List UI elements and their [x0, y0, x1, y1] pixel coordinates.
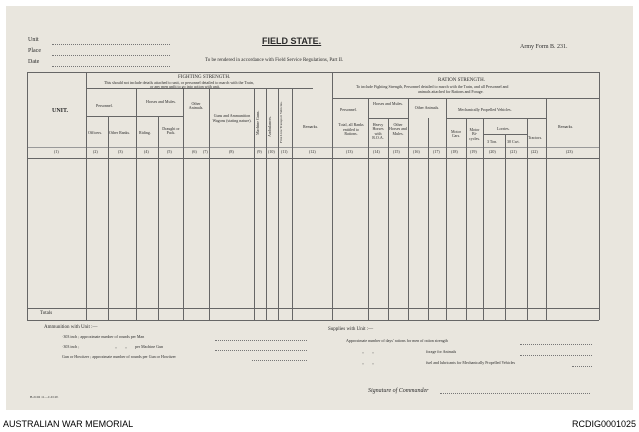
place-label: Place	[28, 48, 41, 54]
col-line	[599, 72, 600, 320]
ammunition-field-1[interactable]	[215, 340, 307, 341]
ration-note-2: animals attached for Rations and Forage.	[418, 89, 484, 94]
column-number: (2)	[93, 149, 98, 154]
col-line	[408, 98, 409, 320]
column-number: (14)	[373, 149, 380, 154]
first-line-header: First Line Transport Vehicles.	[279, 101, 283, 143]
fighting-strength-title: FIGHTING STRENGTH.	[178, 75, 231, 80]
tractors-header: Tractors.	[528, 135, 543, 140]
footer-institution: AUSTRALIAN WAR MEMORIAL	[3, 419, 134, 429]
column-number: (5)	[167, 149, 172, 154]
ambulances-header: Ambulances.	[267, 116, 272, 137]
column-number: (9)	[257, 149, 262, 154]
totals-top-rule	[27, 308, 599, 309]
form-number: Army Form B. 231.	[520, 44, 568, 50]
supplies-field-2[interactable]	[520, 355, 592, 356]
column-number: (8)	[229, 149, 234, 154]
ammunition-line-1: ·303 inch ; approximate number of rounds per Man	[62, 334, 145, 339]
col-line	[428, 118, 429, 320]
column-number: (15)	[393, 149, 400, 154]
supplies-line-1: Approximate number of days' rations for men of ration strength	[346, 338, 448, 343]
col-line	[108, 116, 109, 320]
ration-personnel-header: Personnel.	[340, 107, 357, 112]
supplies-ditto-2: ,, ,,	[362, 360, 374, 365]
column-number: (12)	[309, 149, 316, 154]
totals-label: Totals	[40, 311, 53, 316]
officers-header: Officers.	[88, 130, 103, 135]
mech-subrule	[446, 118, 546, 119]
form-instruction: To be rendered in accordance with Field Service Regulations, Part II.	[205, 58, 344, 63]
motor-bicycles-header: Motor Bi-cycles.	[469, 127, 480, 141]
other-animals-header: Other Animals.	[188, 101, 204, 111]
unit-column-header: UNIT.	[52, 108, 69, 114]
supplies-ditto-1: ,, ,,	[362, 349, 374, 354]
col-line	[466, 118, 467, 320]
total-ranks-header: Total, all Ranks entitled to Rations.	[338, 122, 364, 137]
column-number: (10)	[268, 149, 275, 154]
column-number: (20)	[489, 149, 496, 154]
column-number: (16)	[413, 149, 420, 154]
footer-record-id: RCDIG0001025	[571, 419, 636, 429]
ration-strength-title: RATION STRENGTH.	[438, 78, 485, 83]
table-top-rule	[27, 72, 599, 73]
col-line	[388, 118, 389, 320]
col-line	[27, 72, 28, 320]
machine-guns-header: Machine Guns.	[255, 110, 260, 135]
fighting-remarks-header: Remarks.	[303, 124, 319, 129]
date-field-line[interactable]	[52, 66, 170, 67]
ammunition-title: Ammunition with Unit :—	[44, 325, 98, 330]
guns-header: Guns and Ammunition Wagons (stating nature).	[212, 113, 252, 123]
column-number: (6)	[192, 149, 197, 154]
signature-line[interactable]	[440, 393, 590, 394]
column-number: (23)	[566, 149, 573, 154]
col-line	[292, 88, 293, 320]
colnum-rule	[27, 147, 599, 148]
col-line	[505, 134, 506, 320]
three-ton-header: 3 Ton.	[487, 139, 498, 144]
place-field-line[interactable]	[52, 55, 170, 56]
personnel-header: Personnel.	[96, 103, 113, 108]
draught-header: Draught or Pack.	[162, 126, 180, 136]
signature-label: Signature of Commander	[368, 388, 429, 394]
column-number: (1)	[54, 149, 59, 154]
ammunition-line-3: Gun or Howitzer ; approximate number of rounds per Gun or Howitzer	[62, 354, 176, 359]
unit-field-line[interactable]	[52, 44, 170, 45]
supplies-line-2: forage for Animals	[426, 349, 457, 354]
date-label: Date	[28, 59, 40, 65]
other-horses-header: Other Horses and Mules.	[389, 122, 407, 136]
column-number: (13)	[346, 149, 353, 154]
column-number: (4)	[144, 149, 149, 154]
col-line	[546, 98, 547, 320]
col-line	[446, 98, 447, 320]
col-line	[332, 72, 333, 320]
supplies-field-1[interactable]	[520, 344, 592, 345]
motor-cars-header: Motor Cars.	[451, 129, 461, 139]
column-number: (19)	[470, 149, 477, 154]
col-line	[136, 88, 137, 320]
column-number: (21)	[510, 149, 517, 154]
column-number: (3)	[118, 149, 123, 154]
horses-mules-header: Horses and Mules.	[146, 99, 176, 104]
ration-horses-header: Horses and Mules.	[373, 101, 403, 106]
ration-note-1: To include Fighting Strength, Personnel detailed to march with the Train, and all Personnel and	[356, 84, 509, 89]
personnel-subrule	[86, 116, 136, 117]
supplies-title: Supplies with Unit :—	[328, 327, 374, 332]
col-line	[158, 116, 159, 320]
ammunition-line-2b: ,, ,, per Machine Gun	[115, 344, 163, 349]
column-number: (22)	[531, 149, 538, 154]
supplies-line-3: fuel and lubricants for Mechanically Propelled Vehicles	[426, 360, 516, 365]
column-number: (7)	[203, 149, 208, 154]
col-line	[86, 72, 87, 320]
form-title: FIELD STATE.	[262, 36, 322, 46]
col-line	[183, 88, 184, 320]
unit-label: Unit	[28, 37, 39, 43]
table-bottom-rule	[27, 320, 599, 321]
col-line	[483, 118, 484, 320]
archive-footer	[0, 414, 639, 432]
ration-remarks-header: Remarks.	[558, 124, 574, 129]
header-bottom-rule	[27, 158, 599, 159]
horses-subrule	[137, 116, 183, 117]
ration-subheader-rule	[332, 98, 599, 99]
thirty-cwt-header: 30 Cwt.	[507, 139, 520, 144]
fighting-note-2: or any men unfit to go into action with unit.	[150, 84, 220, 89]
col-line	[209, 88, 210, 320]
other-ranks-header: Other Ranks.	[109, 130, 131, 135]
mech-vehicles-header: Mechanically Propelled Vehicles.	[458, 107, 512, 112]
ammunition-line-2a: ·303 inch ;	[62, 344, 80, 349]
ammunition-field-2[interactable]	[215, 350, 307, 351]
riding-header: Riding.	[139, 130, 151, 135]
column-number: (18)	[451, 149, 458, 154]
col-line	[527, 118, 528, 320]
fighting-note-1: This should not include details attached to unit, or personnel detailed to march with the Train,	[104, 80, 254, 85]
supplies-field-3[interactable]	[572, 366, 592, 367]
heavy-horses-header: Heavy Horses with R.O.A.	[372, 122, 384, 141]
printer-imprint: B.2102 11—C.D.W.	[30, 395, 59, 399]
ammunition-field-3[interactable]	[252, 360, 307, 361]
ration-other-animals-header: Other Animals.	[414, 105, 440, 110]
column-number: (11)	[281, 149, 288, 154]
column-number: (17)	[433, 149, 440, 154]
lorries-header: Lorries.	[497, 126, 510, 131]
